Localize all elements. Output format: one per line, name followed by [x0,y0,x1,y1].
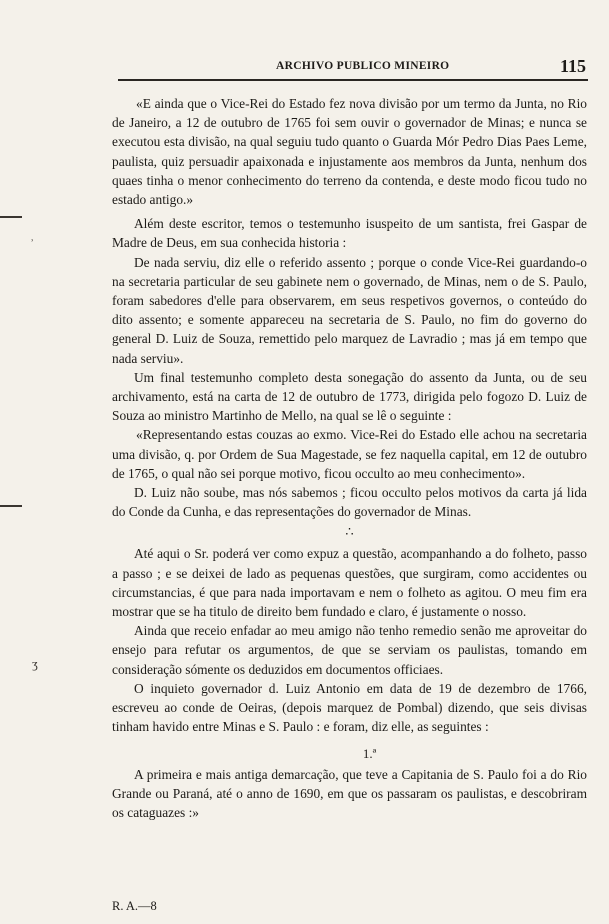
signature-mark: R. A.—8 [112,899,157,913]
paragraph: Até aqui o Sr. poderá ver como expuz a questão, acompanhando a do folheto, passo a passo ; e se deixei de lado as pequenas questões, que surgiram, como accidentes ou circumstancias, é que para nada importavam e nem o folheto as agitou. O meu fim era mostrar que se ha titulo de direito bem fundado e claro, é justamente o nosso. [112,546,587,620]
paragraph: Ainda que receio enfadar ao meu amigo não tenho remedio senão me aproveitar do ensejo para refutar os argumentos, de que se serviam os paulistas, tomando em consideração sómente os deduzidos em documentos officiaes. [112,623,587,677]
section-break: ∴ [345,524,354,540]
paragraph: «E ainda que o Vice-Rei do Estado fez nova divisão por um termo da Junta, no Rio de Janeiro, a 12 de outubro de 1765 foi sem ouvir o governador de Minas; e nunca se executou esta divisão, na qual seguiu tudo quanto o Guarda Mór Pedro Dias Paes Leme, paulista, quiz persuadir apaixonada e injustamente aos membros da Junta, nenhum dos quaes tinha o menor conhecimento do terreno da contenda, e deste modo ficou tudo no estado antigo.» [112,96,587,208]
margin-mark: ˒ [30,230,35,245]
header-rule [118,79,588,81]
paragraph: A primeira e mais antiga demarcação, que teve a Capitania de S. Paulo foi a do Rio Grande ou Paraná, até o anno de 1690, em que os passaram os paulistas, e descobriram os cataguazes :» [112,766,587,821]
paragraph: «Representando estas couzas ao exmo. Vice-Rei do Estado elle achou na secretaria uma divisão, q. por Ordem de Sua Magestade, se fez naquella capital, em 12 de outubro de 1765, o qual não sei porque motivo, ficou occulto ao meu conhecimento». [112,427,587,481]
paragraph: Além deste escritor, temos o testemunho isuspeito de um santista, frei Gaspar de Madre de Deus, em sua conhecida historia : [112,216,587,251]
running-head [118,58,588,80]
page-number: 115 [559,56,586,76]
margin-mark: ʒ [32,656,38,671]
section-number: 1.ª [362,745,377,761]
left-edge-mark [0,216,22,218]
paragraph: O inquieto governador d. Luiz Antonio em data de 19 de dezembro de 1766, escreveu ao conde de Oeiras, (depois marquez de Pombal) dizendo, que seis divisas tinham havido entre Minas e S. Paulo : e foram, diz elle, as seguintes : [112,680,587,735]
running-title: ARCHIVO PUBLICO MINEIRO [276,60,450,72]
paragraph: Um final testemunho completo desta sonegação do assento da Junta, ou de seu archivamento, está na carta de 12 de outubro de 1773, dirigida pelo fogozo D. Luiz de Souza ao ministro Martinho de Mello, na qual se lê o seguinte : [112,369,587,424]
left-edge-mark [0,505,22,507]
paragraph: D. Luiz não soube, mas nós sabemos ; ficou occulto pelos motivos da carta já lida do Conde da Cunha, e das representações do governador de Minas. [112,485,587,520]
paragraph: De nada serviu, diz elle o referido assento ; porque o conde Vice-Rei guardando-o na secretaria particular de seu gabinete nem o governado, de Minas, nem o de S. Paulo, foram sabedores d'elle para observarem, em seus respetivos governos, o conteúdo do dito assento; e somente appareceu na secretaria de S. Paulo, no fim do governo do general D. Luiz de Souza, remettido pelo marquez de Lavradio ; mas já em tempo que nada serviu». [112,254,587,366]
page-body [112,94,587,822]
